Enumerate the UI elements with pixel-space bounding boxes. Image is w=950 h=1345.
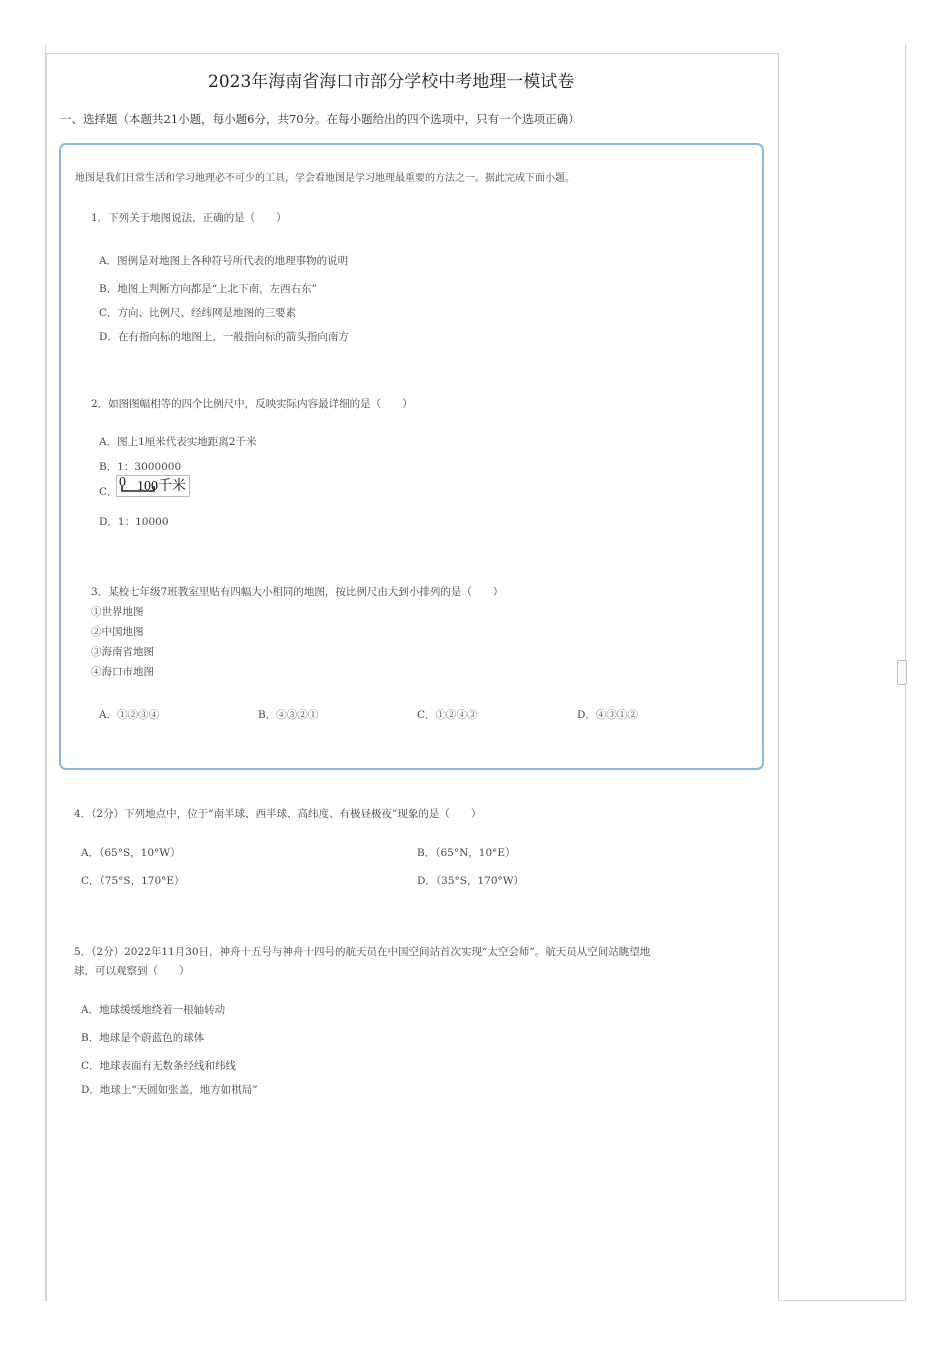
q5-option-a[interactable]: A．地球缓缓地绕着一根轴转动 <box>81 1004 226 1016</box>
q3-option-b[interactable]: B．④③②① <box>258 709 319 721</box>
q4-option-b[interactable]: B．（65°N，10°E） <box>417 847 516 859</box>
q3-item-1: ①世界地图 <box>91 606 144 618</box>
q3-item-4: ④海口市地图 <box>91 666 154 678</box>
question-group-box <box>59 143 764 770</box>
q3-option-d[interactable]: D．④③①② <box>577 709 638 721</box>
q1-option-c[interactable]: C．方向、比例尺、经纬网是地图的三要素 <box>99 307 297 319</box>
q3-item-2: ②中国地图 <box>91 626 144 638</box>
scale-distance-label: 100千米 <box>137 479 186 494</box>
section-heading: 一、选择题（本题共21小题，每小题6分，共70分。在每小题给出的四个选项中，只有一个选项正确） <box>60 112 580 126</box>
q2-option-c[interactable]: C． <box>99 486 118 498</box>
q1-stem: 1．下列关于地图说法，正确的是（ ） <box>91 212 287 224</box>
q4-option-c[interactable]: C．（75°S，170°E） <box>81 875 185 887</box>
group-intro: 地图是我们日常生活和学习地理必不可少的工具，学会看地图是学习地理最重要的方法之一。据此完成下面小题。 <box>75 173 575 184</box>
q2-stem: 2．如图图幅相等的四个比例尺中，反映实际内容最详细的是（ ） <box>91 398 413 410</box>
scrollbar-thumb[interactable] <box>897 660 907 685</box>
q1-option-d[interactable]: D．在有指向标的地图上，一般指向标的箭头指向南方 <box>99 331 349 343</box>
scale-zero-label: 0 <box>119 475 126 490</box>
q3-stem: 3．某校七年级7班教室里贴有四幅大小相同的地图，按比例尺由大到小排列的是（ ） <box>91 586 504 598</box>
q5-option-d[interactable]: D．地球上“天圆如张盖，地方如棋局” <box>81 1084 258 1096</box>
q3-option-a[interactable]: A．①②③④ <box>99 709 160 721</box>
q3-item-3: ③海南省地图 <box>91 646 154 658</box>
q5-option-c[interactable]: C．地球表面有无数条经线和纬线 <box>81 1060 237 1072</box>
scale-bar-image <box>116 475 190 497</box>
q3-option-c[interactable]: C．①②④③ <box>417 709 478 721</box>
q5-stem-line1: 5．（2分）2022年11月30日，神舟十五号与神舟十四号的航天员在中国空间站首次实现“太空会师”。航天员从空间站眺望地 <box>74 946 651 958</box>
q1-option-b[interactable]: B．地图上判断方向都是“上北下南，左西右东” <box>99 283 317 295</box>
q2-option-a[interactable]: A．图上1厘米代表实地距离2千米 <box>99 436 257 448</box>
q4-stem: 4．（2分）下列地点中，位于“南半球、西半球、高纬度、有极昼极夜”现象的是（ ） <box>74 808 482 820</box>
q5-option-b[interactable]: B．地球是个蔚蓝色的球体 <box>81 1032 205 1044</box>
q4-option-d[interactable]: D．（35°S，170°W） <box>417 875 525 887</box>
q2-option-d[interactable]: D．1：10000 <box>99 516 169 528</box>
q5-stem-line2: 球，可以观察到（ ） <box>74 965 190 977</box>
q4-option-a[interactable]: A．（65°S，10°W） <box>81 847 181 859</box>
page-title: 2023年海南省海口市部分学校中考地理一模试卷 <box>208 72 575 92</box>
q1-option-a[interactable]: A．图例是对地图上各种符号所代表的地理事物的说明 <box>99 255 349 267</box>
q2-option-b[interactable]: B．1：3000000 <box>99 461 182 473</box>
